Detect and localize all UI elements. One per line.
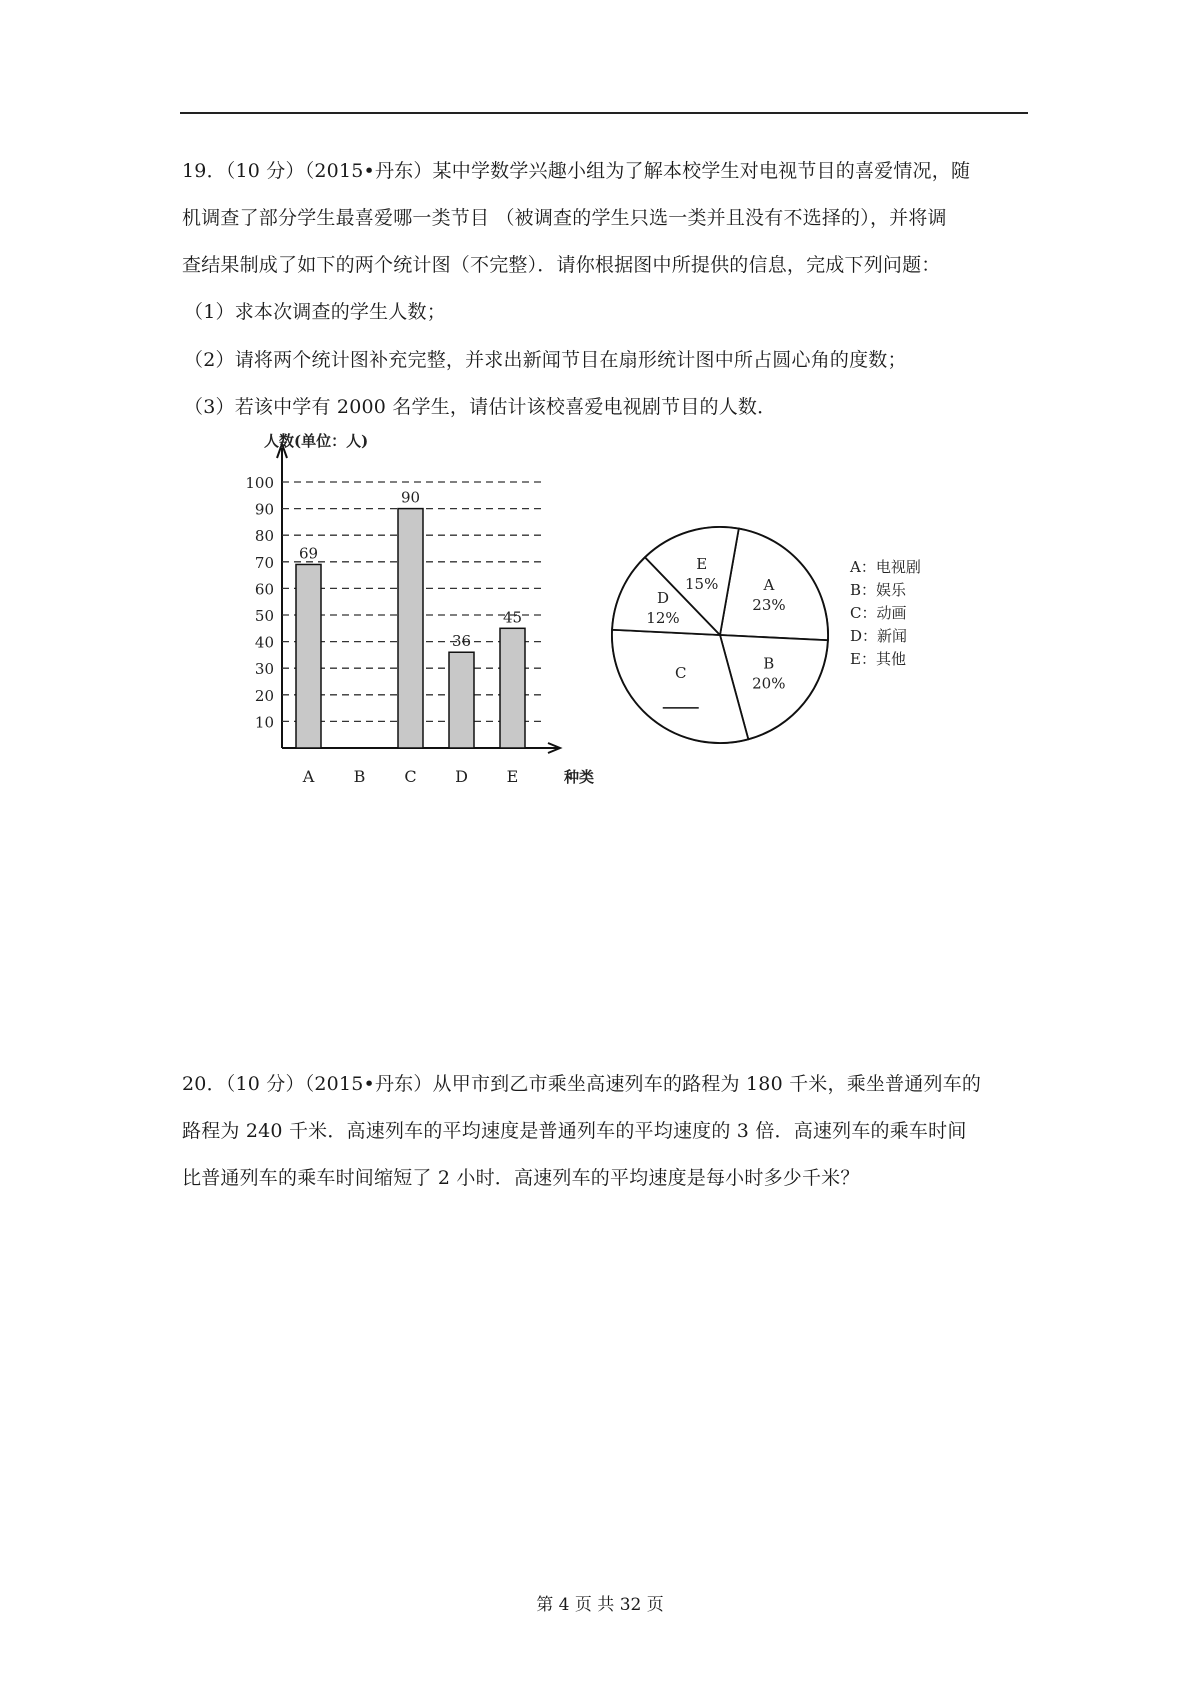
q20-line-1: 20．（10 分）（2015•丹东）从甲市到乙市乘坐高速列车的路程为 180 千米，乘坐普通列车的 [182, 1073, 982, 1095]
legend-item: A：电视剧 [850, 558, 921, 576]
y-tick-label: 100 [245, 474, 274, 492]
y-tick-label: 70 [254, 553, 274, 572]
y-axis-title: 人数(单位：人) [264, 432, 369, 450]
pie-slice-percent: 23% [752, 595, 786, 614]
bar [500, 628, 525, 748]
y-tick-label: 30 [254, 660, 274, 679]
y-tick-label: 80 [254, 527, 274, 546]
y-tick-label: 40 [254, 633, 274, 652]
x-tick-label: B [353, 767, 366, 786]
legend-item: D：新闻 [850, 627, 908, 645]
y-tick-label: 20 [254, 686, 274, 705]
x-tick-label: E [506, 767, 519, 786]
y-tick-label: 10 [254, 713, 274, 732]
pie-slice-letter: D [656, 589, 669, 608]
q19-part-1: （1）求本次调查的学生人数； [184, 301, 446, 323]
pie-chart [610, 470, 1020, 790]
header-rule [180, 112, 1028, 114]
x-tick-label: A [302, 767, 315, 786]
x-axis-title: 种类 [564, 768, 595, 786]
legend-item: E：其他 [850, 650, 906, 668]
pie-slice-letter: E [696, 555, 708, 574]
pie-slice-letter: B [763, 654, 775, 673]
pie-slice-percent: 12% [646, 609, 680, 628]
x-tick-label: C [404, 767, 417, 786]
bar-value-label: 90 [400, 488, 421, 507]
q19-part-3: （3）若该中学有 2000 名学生，请估计该校喜爱电视剧节目的人数． [184, 396, 777, 418]
q19-line-2: 机调查了部分学生最喜爱哪一类节目 （被调查的学生只选一类并且没有不选择的），并将调 [182, 207, 947, 229]
q20-line-3: 比普通列车的乘车时间缩短了 2 小时．高速列车的平均速度是每小时多少千米？ [182, 1167, 860, 1189]
bar-value-label: 45 [502, 608, 523, 627]
pie-slice-percent: 15% [685, 575, 719, 594]
q19-line-1: 19．（10 分）（2015•丹东）某中学数学兴趣小组为了解本校学生对电视节目的喜爱情况，随 [182, 160, 971, 182]
page-footer: 第 4 页 共 32 页 [536, 1595, 664, 1615]
y-tick-label: 90 [254, 500, 274, 519]
pie-slice-percent: 20% [752, 674, 786, 693]
legend-item: C：动画 [850, 604, 907, 622]
bar-chart [220, 430, 600, 790]
bar [449, 652, 474, 748]
bar-value-label: 36 [451, 632, 472, 651]
bar-value-label: 69 [298, 544, 319, 563]
legend-item: B：娱乐 [850, 581, 907, 599]
charts-area [220, 430, 1000, 790]
pie-slice-letter: A [763, 575, 775, 594]
x-tick-label: D [455, 767, 468, 786]
bar [398, 509, 423, 748]
pie-slice-letter: C [675, 663, 687, 682]
q19-line-3: 查结果制成了如下的两个统计图（不完整）．请你根据图中所提供的信息，完成下列问题： [182, 254, 941, 276]
bar [296, 564, 321, 748]
y-tick-label: 60 [254, 580, 274, 599]
y-tick-label: 50 [254, 607, 274, 625]
q20-line-2: 路程为 240 千米．高速列车的平均速度是普通列车的平均速度的 3 倍．高速列车的乘车时间 [182, 1120, 967, 1142]
q19-part-2: （2）请将两个统计图补充完整，并求出新闻节目在扇形统计图中所占圆心角的度数； [184, 349, 907, 371]
